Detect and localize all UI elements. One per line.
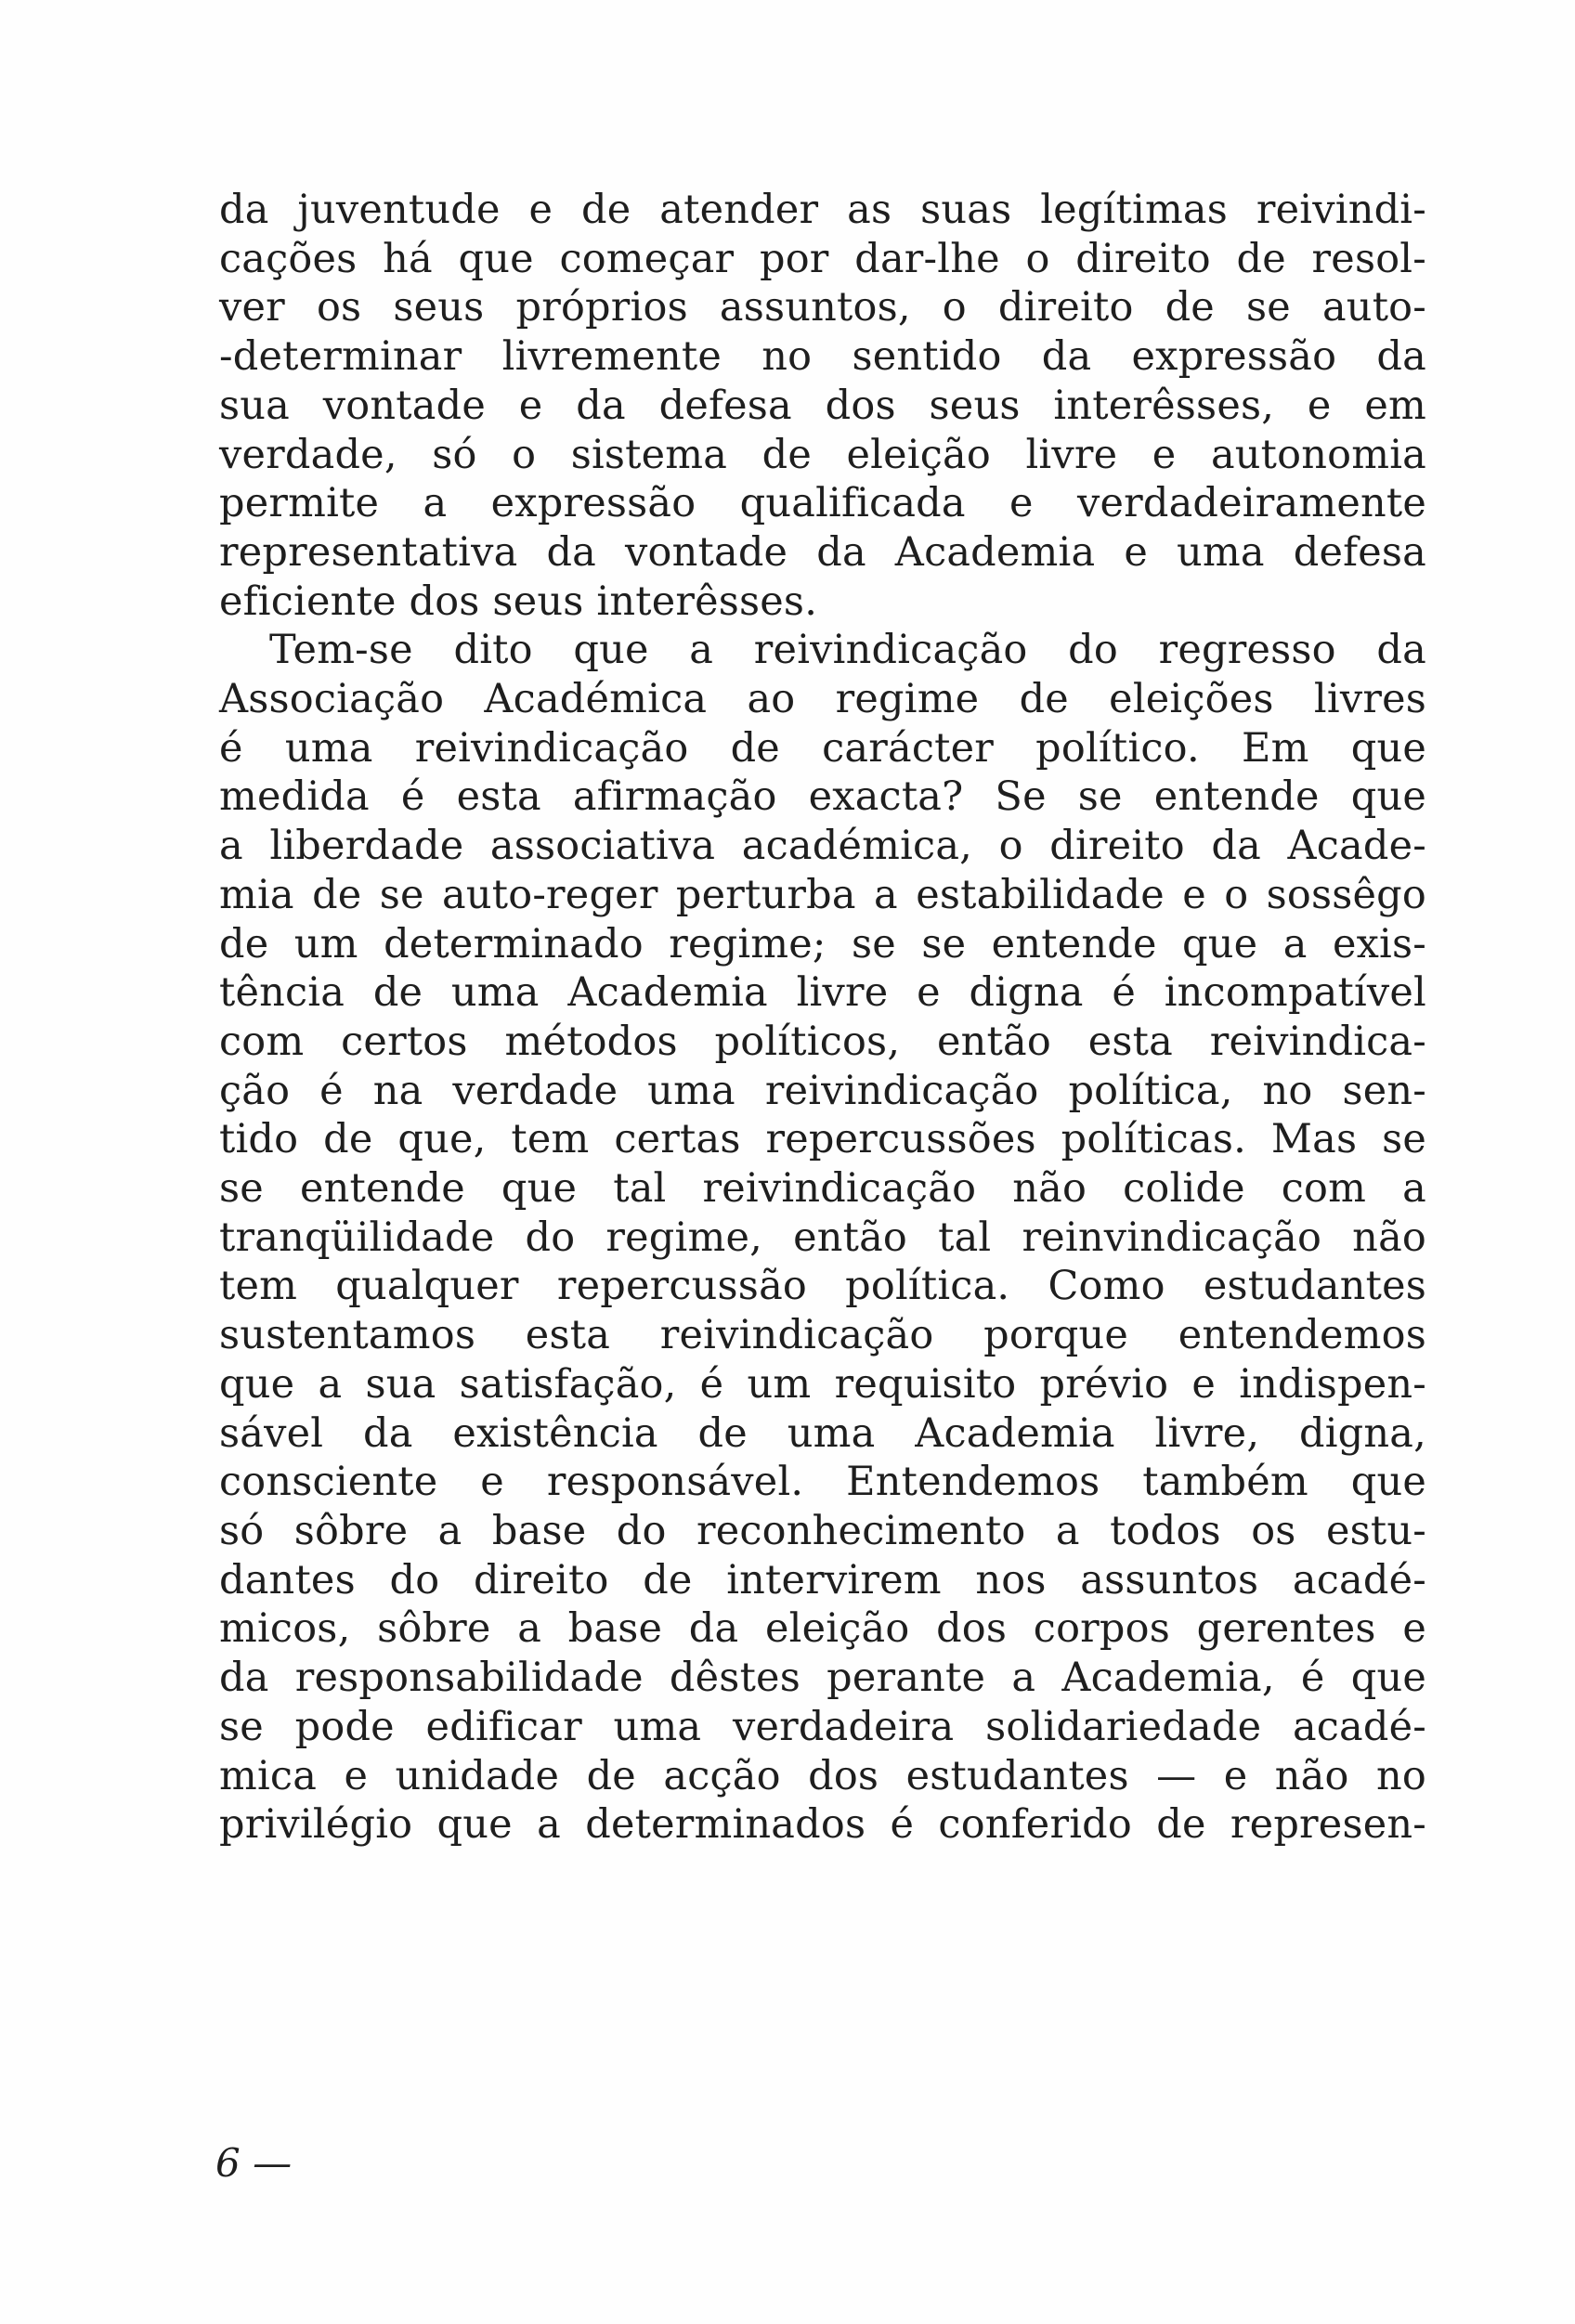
text-line: se pode edificar uma verdadeira solidariedade acadé- [219,1703,1426,1750]
text-line: ver os seus próprios assuntos, o direito de se auto- [219,284,1426,331]
text-line: tem qualquer repercussão política. Como estudantes [219,1263,1426,1310]
text-line: que a sua satisfação, é um requisito prévio e indispen- [219,1360,1426,1408]
text-line: só sôbre a base do reconhecimento a todos os estu- [219,1507,1426,1554]
text-line: se entende que tal reivindicação não colide com a [219,1165,1426,1213]
paragraph-2 [219,626,1426,1850]
text-line: da juventude e de atender as suas legítimas reivindi- [219,187,1426,233]
text-line: dantes do direito de intervirem nos assuntos acadé- [219,1556,1426,1603]
text-line: é uma reivindicação de carácter político. Em que [219,724,1426,772]
text-line: representativa da vontade da Academia e uma defesa [219,528,1426,576]
text-line: eficiente dos seus interêsses. [219,578,818,625]
text-line: com certos métodos políticos, então esta reivindica- [219,1018,1426,1065]
text-line: -determinar livremente no sentido da expressão da [219,333,1426,381]
page-number: 6 — [215,2140,293,2186]
text-line: sua vontade e da defesa dos seus interêsses, e em [219,382,1426,429]
text-line: da responsabilidade dêstes perante a Academia, é que [219,1655,1426,1702]
text-line: permite a expressão qualificada e verdadeiramente [219,480,1426,527]
body-text [219,186,1426,1850]
text-line: tência de uma Academia livre e digna é incompatível [219,969,1426,1017]
paragraph-1 [219,186,1426,626]
text-line: cações há que começar por dar-lhe o direito de resol- [219,235,1426,282]
text-line: de um determinado regime; se se entende que a exis- [219,920,1426,967]
text-line: tranqüilidade do regime, então tal reinvindicação não [219,1214,1426,1261]
text-line: Tem-se dito que a reivindicação do regresso da [269,627,1426,674]
text-line: privilégio que a determinados é conferido de represen- [219,1801,1426,1849]
text-line: sável da existência de uma Academia livre, digna, [219,1409,1426,1457]
text-line: medida é esta afirmação exacta? Se se entende que [219,773,1426,821]
text-line: consciente e responsável. Entendemos também que [219,1459,1426,1506]
text-line: verdade, só o sistema de eleição livre e autonomia [219,431,1426,478]
text-line: Associação Académica ao regime de eleições livres [219,676,1426,723]
text-line: mica e unidade de acção dos estudantes — e não no [219,1752,1426,1799]
text-line: a liberdade associativa académica, o direito da Acade- [219,823,1426,870]
text-line: ção é na verdade uma reivindicação política, no sen- [219,1067,1426,1114]
text-line: mia de se auto-reger perturba a estabilidade e o sossêgo [219,871,1426,918]
text-line: micos, sôbre a base da eleição dos corpos gerentes e [219,1605,1426,1653]
text-line: tido de que, tem certas repercussões políticas. Mas se [219,1116,1426,1163]
text-line: sustentamos esta reivindicação porque entendemos [219,1312,1426,1359]
